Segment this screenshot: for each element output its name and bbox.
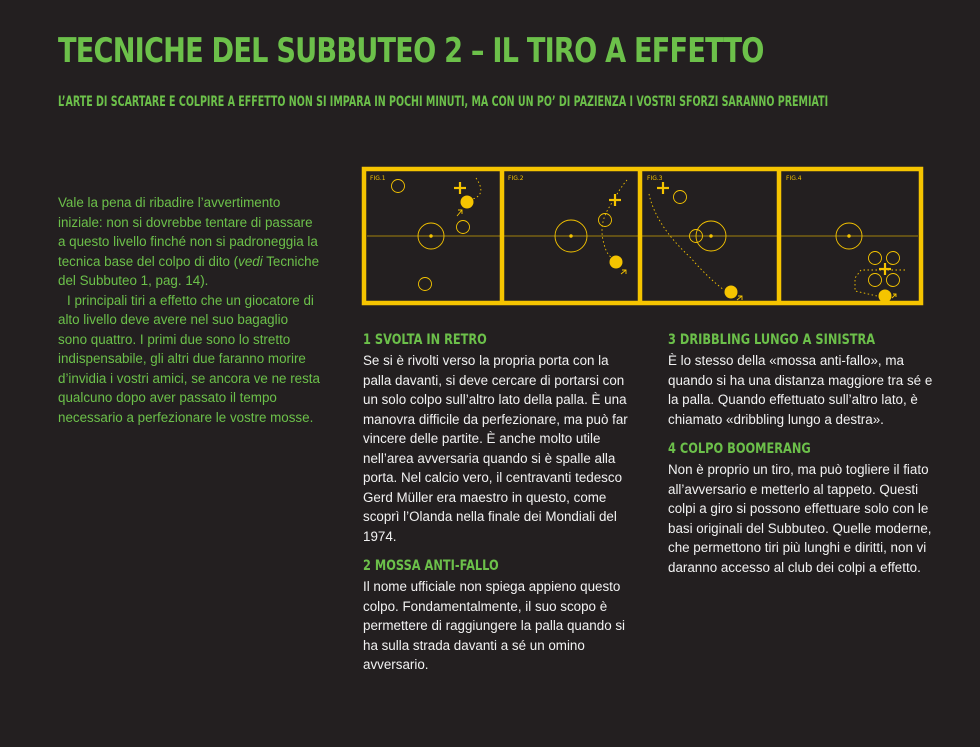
column-left bbox=[363, 330, 633, 685]
section-3-body: È lo stesso della «mossa anti-fallo», ma quando si ha una distanza maggiore tra sé e la palla. Quando effettuato sull’altro lato, è chiamato «dribbling lungo a destra». bbox=[668, 353, 933, 427]
intro-p1-text: Vale la pena di ribadire l’avvertimento iniziale: non si dovrebbe tentare di passare a questo livello finché non si padroneggia la tecnica base del colpo di dito ( bbox=[58, 195, 318, 269]
page-subtitle: L’ARTE DI SCARTARE E COLPIRE A EFFETTO NON SI IMPARA IN POCHI MINUTI, MA CON UN PO’ DI PAZIENZA I VOSTRI SFORZI SARANNO PREMIATI bbox=[58, 94, 829, 110]
column-right bbox=[668, 330, 938, 587]
fig-3-drawing bbox=[649, 182, 742, 300]
intro-paragraph-2: I principali tiri a effetto che un giocatore di alto livello deve avere nel suo bagaglio sono quattro. I primi due sono lo stretto indispensabile, gli altri due faranno morire d’invidia i vostri amici, se ancora ve ne resta qualcuno dopo aver passato il tempo necessario a perfezionare le vostre mosse. bbox=[58, 292, 320, 425]
section-1 bbox=[363, 330, 633, 546]
intro-p1-italic: vedi bbox=[238, 253, 263, 269]
section-2-heading: 2 MOSSA ANTI-FALLO bbox=[363, 557, 499, 574]
intro-paragraph-1 bbox=[58, 193, 320, 291]
section-4-heading: 4 COLPO BOOMERANG bbox=[668, 440, 811, 457]
intro-p1-tail: Tecniche del Subbuteo 1, pag. 14). bbox=[58, 253, 320, 288]
section-3-heading: 3 DRIBBLING LUNGO A SINISTRA bbox=[668, 331, 876, 348]
fig-4-label: FIG.4 bbox=[786, 175, 802, 182]
fig-2-label: FIG.2 bbox=[508, 175, 524, 182]
fig-2-drawing bbox=[555, 180, 627, 274]
page-title: TECNICHE DEL SUBBUTEO 2 – IL TIRO A EFFETTO bbox=[58, 31, 764, 71]
section-3 bbox=[668, 330, 938, 429]
section-2-body: Il nome ufficiale non spiega appieno questo colpo. Fondamentalmente, il suo scopo è permettere di raggiungere la palla quando si ha sulla strada davanti a sé un omino avversario. bbox=[363, 579, 626, 672]
fig-4-drawing bbox=[836, 223, 905, 303]
section-1-body: Se si è rivolti verso la propria porta con la palla davanti, si deve cercare di portarsi con un solo colpo sull’altro lato della palla. È una manovra difficile da perfezionare, ma può far vincere delle partite. È anche molto utile nell’area avversaria quando si è spalle alla porta. Nel calcio vero, il centravanti tedesco Gerd Müller era maestro in questo, come scoprì l’Olanda nella finale dei Mondiali del 1974. bbox=[363, 353, 628, 544]
section-4-body: Non è proprio un tiro, ma può togliere il fiato all’avversario e metterlo al tappeto. Questi colpi a giro si possono effettuare solo con le basi originali del Subbuteo. Quelle moderne, che permettono tiri più lunghi e diritti, non vi daranno accesso al club dei colpi a effetto. bbox=[668, 462, 932, 575]
section-1-heading: 1 SVOLTA IN RETRO bbox=[363, 331, 487, 348]
figures-diagram bbox=[361, 166, 926, 308]
fig-1-drawing bbox=[392, 178, 481, 291]
fig-3-label: FIG.3 bbox=[647, 175, 663, 182]
fig-1-label: FIG.1 bbox=[370, 175, 386, 182]
section-2 bbox=[363, 556, 633, 675]
section-4 bbox=[668, 439, 938, 577]
intro-text bbox=[58, 193, 320, 427]
